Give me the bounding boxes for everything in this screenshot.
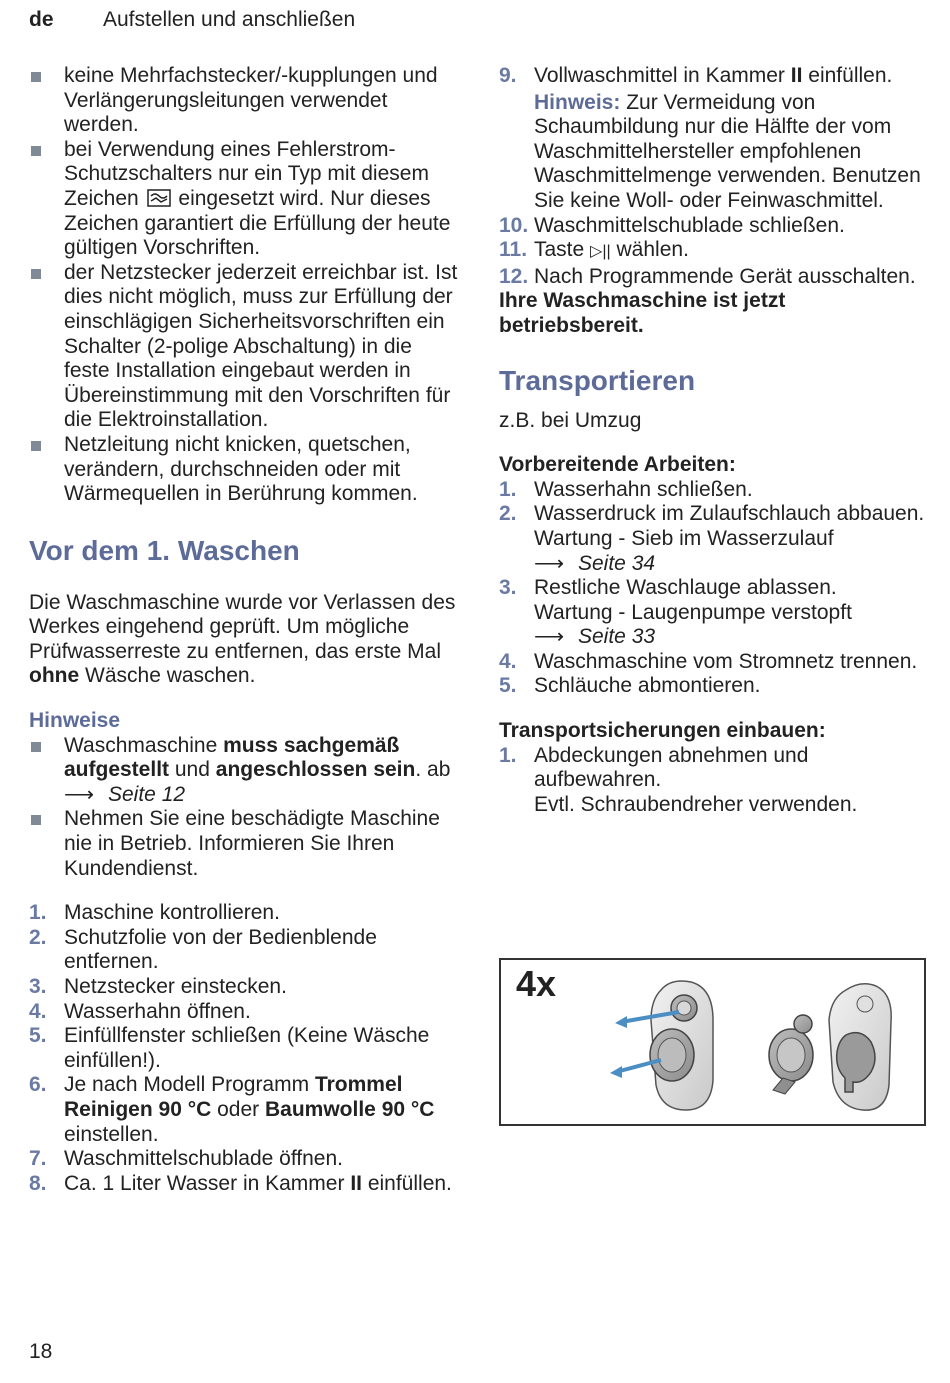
transport-subtitle: z.B. bei Umzug <box>499 408 642 432</box>
prep-heading: Vorbereitende Arbeiten: <box>499 453 736 477</box>
step-item: 12. Nach Programmende Gerät ausschalten. <box>499 264 916 288</box>
section-title-transport: Transportieren <box>499 364 696 396</box>
cross-reference: Wartung - Sieb im Wasserzulauf <box>534 526 834 550</box>
first-wash-steps-continued <box>499 64 931 289</box>
step-item: 1. Abdeckungen abnehmen und aufbewahren. Evtl. Schraubendreher verwenden. <box>499 743 858 816</box>
arrow-right-icon: ⟶ <box>534 625 565 649</box>
right-column <box>499 64 931 817</box>
hints-list <box>29 734 459 882</box>
arrow-right-icon: ⟶ <box>64 782 95 806</box>
mounting-plate-left <box>610 981 713 1110</box>
square-bullet-icon <box>31 441 41 451</box>
quantity-label: 4x <box>516 963 557 1004</box>
secure-steps <box>499 744 931 818</box>
mounting-plate-right <box>769 984 891 1110</box>
detergent-hint: Hinweis: Zur Vermeidung von Schaumbildung nur die Hälfte der vom Waschmittelhersteller empfohlenen Waschmittelmenge verwenden. Benutzen Sie keine Woll- oder Feinwaschmittel. <box>534 90 921 212</box>
square-bullet-icon <box>31 146 41 156</box>
step-item: 8. Ca. 1 Liter Wasser in Kammer II einfüllen. <box>29 1171 452 1195</box>
header-title: Aufstellen und anschließen <box>103 8 356 31</box>
step-item: 5. Einfüllfenster schließen (Keine Wäsche einfüllen!). <box>29 1024 430 1072</box>
hints-heading: Hinweise <box>29 709 121 733</box>
arrow-right-icon: ⟶ <box>534 551 565 575</box>
page-reference[interactable]: Seite 12 <box>108 782 186 806</box>
first-wash-steps <box>29 901 459 1196</box>
list-item: keine Mehrfachstecker/-kupplungen und Verlängerungsleitungen verwendet werden. <box>29 64 459 138</box>
step-item: 1. Wasserhahn schließen. <box>499 477 753 501</box>
page-reference[interactable]: Seite 34 <box>578 551 656 575</box>
list-item: Netzleitung nicht knicken, quetschen, verändern, durchschneiden oder mit Wärmequellen in Berührung kommen. <box>29 433 459 507</box>
page-header <box>29 8 355 33</box>
step-item: 11. Taste ▷|| wählen. <box>499 238 689 262</box>
transport-cover-figure <box>499 958 926 1126</box>
rcd-type-symbol-icon <box>147 189 171 207</box>
square-bullet-icon <box>31 269 41 279</box>
step-item: 10. Waschmittelschublade schließen. <box>499 213 845 237</box>
step-item: 4. Waschmaschine vom Stromnetz trennen. <box>499 649 918 673</box>
page-number: 18 <box>29 1340 53 1363</box>
left-column <box>29 64 459 1196</box>
square-bullet-icon <box>31 742 41 752</box>
step-item: 2. Wasserdruck im Zulaufschlauch abbauen. Wartung - Sieb im Wasserzulauf ⟶ Seite 34 <box>499 502 931 576</box>
list-item: Nehmen Sie eine beschädigte Maschine nie in Betrieb. Informieren Sie Ihren Kundendienst. <box>29 807 459 881</box>
step-item: 7. Waschmittelschublade öffnen. <box>29 1147 343 1171</box>
language-code: de <box>29 8 54 31</box>
step-item: 9. Vollwaschmittel in Kammer II einfüllen. Hinweis: Zur Vermeidung von Schaumbildung nur die Hälfte der vom Waschmittelhersteller empfohlenen Waschmittelmenge verwenden. Benutzen Sie keine Woll- oder Feinwaschmittel. <box>499 64 931 214</box>
secure-heading: Transportsicherungen einbauen: <box>499 719 826 743</box>
prep-steps <box>499 478 931 699</box>
step-item: 3. Netzstecker einstecken. <box>29 975 287 998</box>
cross-reference: Wartung - Laugenpumpe verstopft <box>534 600 852 624</box>
step-item: 6. Je nach Modell Programm Trommel Reinigen 90 °C oder Baumwolle 90 °C einstellen. <box>29 1073 435 1146</box>
section-title-first-wash: Vor dem 1. Waschen <box>29 534 300 566</box>
square-bullet-icon <box>31 815 41 825</box>
step-item: 3. Restliche Waschlauge ablassen. Wartung - Laugenpumpe verstopft ⟶ Seite 33 <box>499 576 931 650</box>
step-item: 4. Wasserhahn öffnen. <box>29 999 251 1023</box>
page-reference[interactable]: Seite 33 <box>578 625 656 649</box>
intro-paragraph: Die Waschmaschine wurde vor Verlassen des Werkes eingehend geprüft. Um mögliche Prüfwasserreste zu entfernen, das erste Mal ohne Wäsche waschen. <box>29 590 456 688</box>
step-item: 1. Maschine kontrollieren. <box>29 901 280 925</box>
square-bullet-icon <box>31 72 41 82</box>
step-item: 2. Schutzfolie von der Bedienblende entfernen. <box>29 925 377 974</box>
list-item: Waschmaschine muss sachgemäß aufgestellt und angeschlossen sein. ab ⟶ Seite 12 <box>29 734 459 808</box>
safety-list <box>29 64 459 507</box>
step-item: 5. Schläuche abmontieren. <box>499 674 761 698</box>
list-item: bei Verwendung eines Fehlerstrom-Schutzschalters nur ein Typ mit diesem Zeichen eingesetzt wird. Nur dieses Zeichen garantiert die Erfüllung der heute gültigen Vorschriften. <box>29 138 459 261</box>
ready-statement: Ihre Waschmaschine ist jetzt betriebsbereit. <box>499 289 786 337</box>
list-item: der Netzstecker jederzeit erreichbar ist. Ist dies nicht möglich, muss zur Erfüllung der einschlägigen Sicherheitsvorschriften ein Schalter (2-polige Abschaltung) in die feste Installation eingebaut werden in Übereinstimmung mit den Vorschriften für die Elektroinstallation. <box>29 261 459 433</box>
cover-removal-illustration-icon <box>501 960 924 1124</box>
start-pause-symbol-icon: ▷|| <box>590 243 611 261</box>
